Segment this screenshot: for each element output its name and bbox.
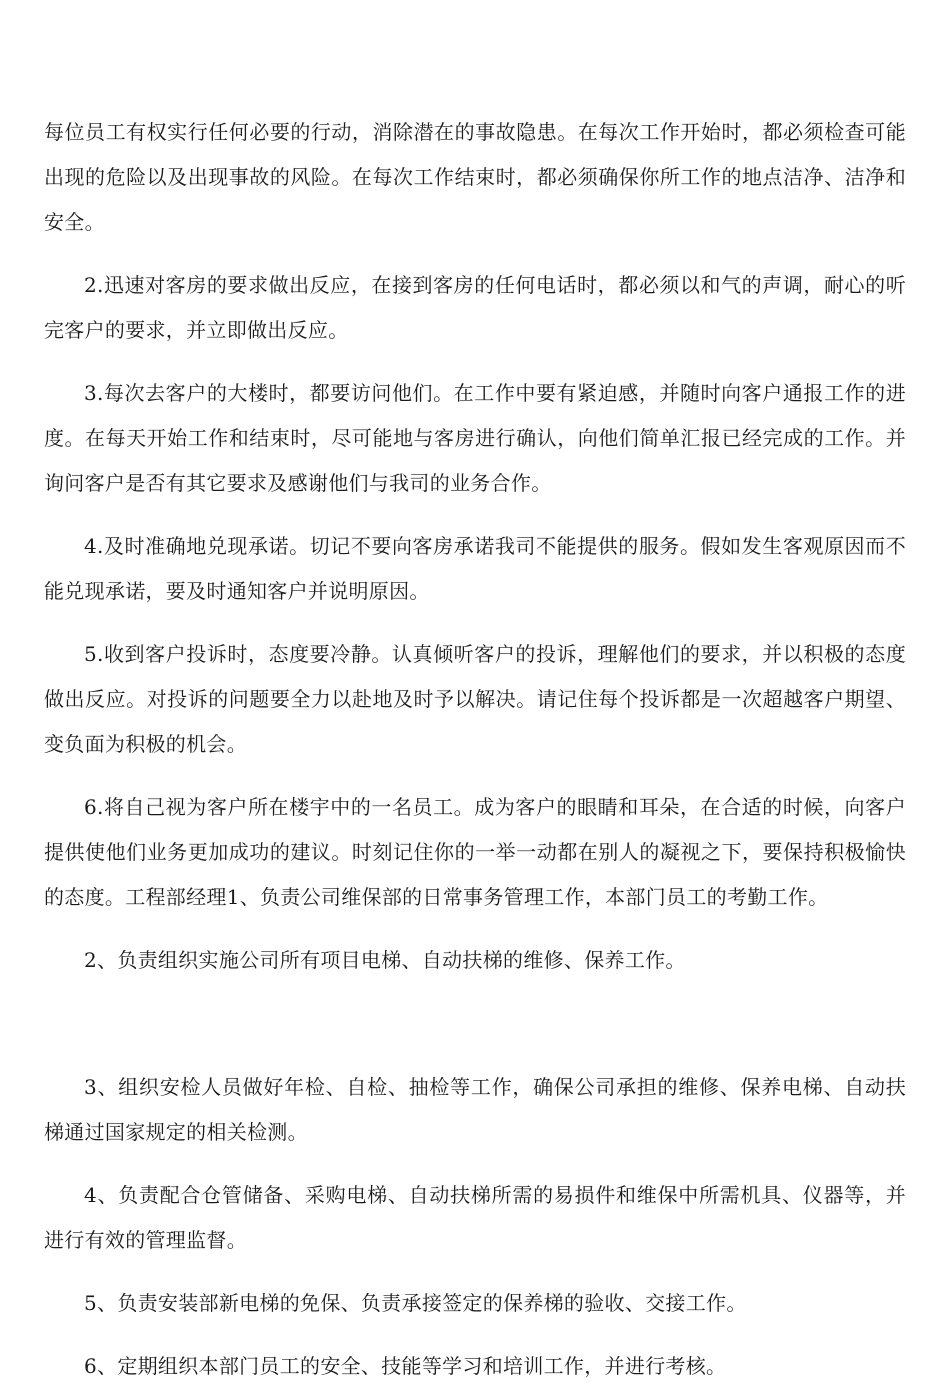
paragraph-7: 2、负责组织实施公司所有项目电梯、自动扶梯的维修、保养工作。	[84, 948, 686, 972]
paragraph-1: 每位员工有权实行任何必要的行动，消除潜在的事故隐患。在每次工作开始时，都必须检查可能出现的危险以及出现事故的风险。在每次工作结束时，都必须确保你所工作的地点洁净、洁净和安全。	[44, 120, 906, 234]
paragraph-6: 6.将自己视为客户所在楼宇中的一名员工。成为客户的眼睛和耳朵，在合适的时候，向客户提供使他们业务更加成功的建议。时刻记住你的一举一动都在别人的凝视之下，要保持积极愉快的态度。工程部经理1、负责公司维保部的日常事务管理工作，本部门员工的考勤工作。	[44, 795, 906, 909]
paragraph-10: 5、负责安装部新电梯的免保、负责承接签定的保养梯的验收、交接工作。	[84, 1291, 747, 1315]
paragraph-5: 5.收到客户投诉时，态度要冷静。认真倾听客户的投诉，理解他们的要求，并以积极的态度做出反应。对投诉的问题要全力以赴地及时予以解决。请记住每个投诉都是一次超越客户期望、变负面为积极的机会。	[44, 642, 906, 756]
paragraph-8: 3、组织安检人员做好年检、自检、抽检等工作，确保公司承担的维修、保养电梯、自动扶梯通过国家规定的相关检测。	[44, 1075, 906, 1144]
section-gap	[44, 1001, 906, 1065]
paragraph-9: 4、负责配合仓管储备、采购电梯、自动扶梯所需的易损件和维保中所需机具、仪器等，并进行有效的管理监督。	[44, 1183, 906, 1252]
paragraph-11: 6、定期组织本部门员工的安全、技能等学习和培训工作，并进行考核。	[84, 1354, 727, 1378]
paragraph-3: 3.每次去客户的大楼时，都要访问他们。在工作中要有紧迫感，并随时向客户通报工作的进度。在每天开始工作和结束时，尽可能地与客房进行确认，向他们简单汇报已经完成的工作。并询问客户是否有其它要求及感谢他们与我司的业务合作。	[44, 381, 906, 495]
paragraph-2: 2.迅速对客房的要求做出反应，在接到客房的任何电话时，都必须以和气的声调，耐心的听完客户的要求，并立即做出反应。	[44, 273, 906, 342]
paragraph-4: 4.及时准确地兑现承诺。切记不要向客房承诺我司不能提供的服务。假如发生客观原因而不能兑现承诺，要及时通知客户并说明原因。	[44, 534, 906, 603]
